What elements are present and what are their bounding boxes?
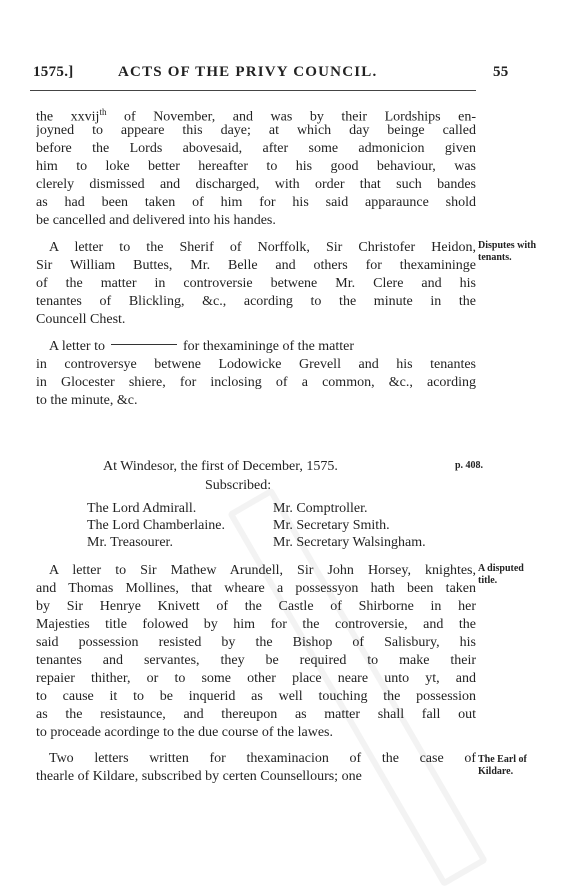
para2-line-4: tenantes of Blickling, &c., acording to the minute in the <box>36 294 476 309</box>
meeting-heading: At Windesor, the first of December, 1575. <box>103 459 338 474</box>
councillor-name: The Lord Chamberlaine. <box>87 518 226 533</box>
para1-line-6: as had been taken of him for his said apparaunce shold <box>36 195 476 210</box>
para1-line-4: him to loke better hereafter to his good behaviour, was <box>36 159 476 174</box>
para1-line-1: the xxvij$^{th}$ of November, and was by their Lordships en- <box>36 107 476 125</box>
para4-line-4: Majesties title folowed by him for the controversie, and the <box>36 617 476 632</box>
header-year: 1575.] <box>33 64 74 80</box>
para3-line-3: in Glocester shiere, for inclosing of a common, &c., acording <box>36 375 476 390</box>
margin-note-disputes: Disputes with tenants. <box>478 240 537 263</box>
councillor-name: Mr. Secretary Smith. <box>273 518 390 533</box>
names-right-column <box>273 500 426 551</box>
margin-note-earl-kildare: The Earl of Kildare. <box>478 754 527 777</box>
para2-line-2: Sir William Buttes, Mr. Belle and others for thexamininge <box>36 258 476 273</box>
para4-line-9: as the resistaunce, and thereupon as matter shall fall out <box>36 707 476 722</box>
para4-line-1: A letter to Sir Mathew Arundell, Sir John Horsey, knightes, <box>49 563 476 578</box>
names-left-column <box>87 500 225 551</box>
blank-line <box>111 344 177 345</box>
councillor-name: The Lord Admirall. <box>87 501 197 516</box>
subscribed-label: Subscribed: <box>205 478 272 493</box>
para4-line-7: repaier thither, or to some other place neare unto yt, and <box>36 671 476 686</box>
councillor-name: Mr. Comptroller. <box>273 501 368 516</box>
para4-line-10: to proceade acordinge to the due course of the lawes. <box>36 725 333 740</box>
para1-line-3: before the Lords abovesaid, after some admonicion given <box>36 141 476 156</box>
para1-line-5: clerely dismissed and discharged, with order that such bandes <box>36 177 476 192</box>
para2-line-5: Councell Chest. <box>36 312 126 327</box>
councillor-name: Mr. Treasourer. <box>87 535 173 550</box>
margin-note-disputed-title: A disputed title. <box>478 563 524 586</box>
para4-line-6: tenantes and servantes, they be required to make their <box>36 653 476 668</box>
para1-line-7: be cancelled and delivered into his handes. <box>36 213 276 228</box>
para2-line-3: of the matter in controversie betwene Mr. Clere and his <box>36 276 476 291</box>
para3-line-4: to the minute, &c. <box>36 393 138 408</box>
page-reference: p. 408. <box>455 460 484 471</box>
para4-line-2: and Thomas Mollines, that wheare a possessyon hath been taken <box>36 581 476 596</box>
para4-line-5: said possession resisted by the Bishop of Salisbury, his <box>36 635 476 650</box>
councillor-name: Mr. Secretary Walsingham. <box>273 535 426 550</box>
para4-line-3: by Sir Henrye Knivett of the Castle of Shirborne in her <box>36 599 476 614</box>
header-rule <box>30 90 476 91</box>
para2-line-1: A letter to the Sherif of Norffolk, Sir Christofer Heidon, <box>49 240 476 255</box>
para1-line-2: joyned to appeare this daye; at which day beinge called <box>36 123 476 138</box>
para5-line-2: thearle of Kildare, subscribed by certen Counsellours; one <box>36 769 362 784</box>
para3-line-1: A letter to for thexamininge of the matter <box>49 339 355 354</box>
para5-line-1: Two letters written for thexaminacion of the case of <box>49 751 476 766</box>
page-number: 55 <box>493 64 509 80</box>
running-title: ACTS OF THE PRIVY COUNCIL. <box>118 64 378 80</box>
para4-line-8: to cause it to be inquerid as well touching the possession <box>36 689 476 704</box>
para3-line-2: in controversye betwene Lodowicke Grevell and his tenantes <box>36 357 476 372</box>
